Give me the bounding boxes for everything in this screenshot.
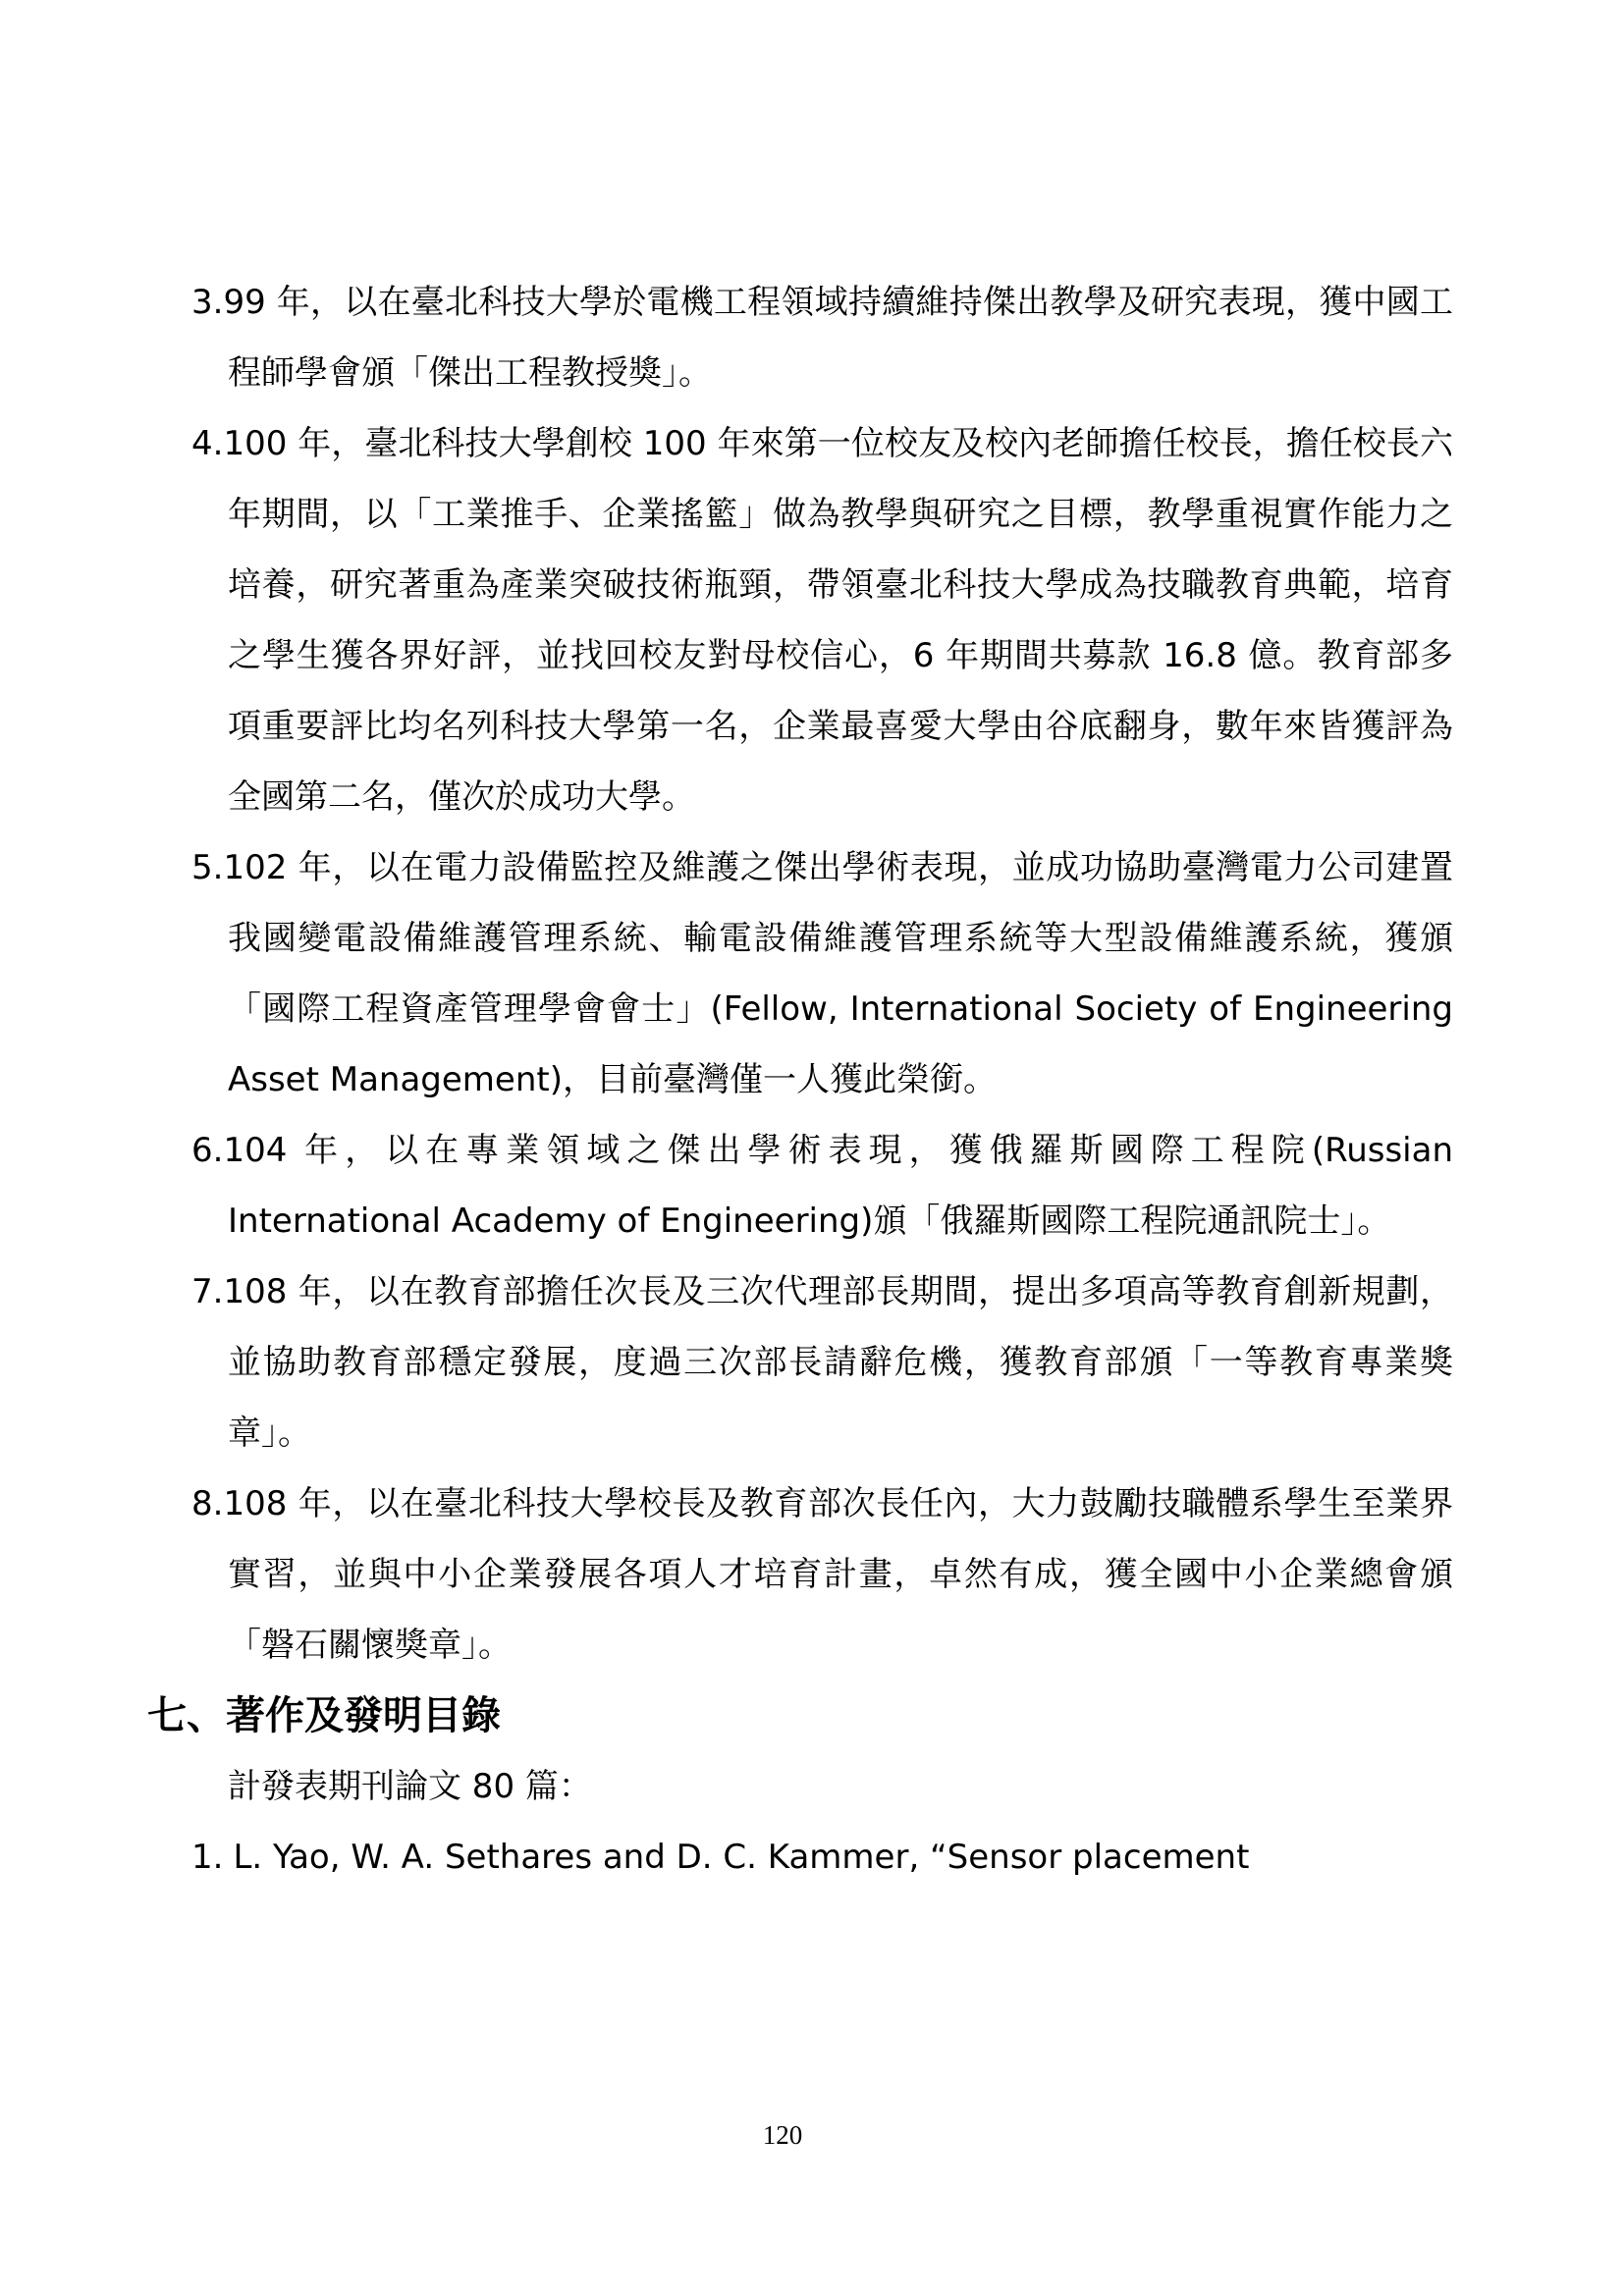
list-item [191, 1822, 1453, 1893]
list-item [191, 408, 1453, 832]
list-item-number: 7. [191, 1272, 224, 1311]
list-item-text: 99 年，以在臺北科技大學於電機工程領域持續維持傑出教學及研究表現，獲中國工程師學會頒「傑出工程教授獎」。 [223, 283, 1453, 393]
list-item-number: 1. [191, 1838, 224, 1877]
achievement-list [191, 267, 1453, 1681]
list-item [191, 1468, 1453, 1681]
list-item [191, 1115, 1453, 1256]
list-item-number: 8. [191, 1484, 224, 1523]
list-item-number: 3. [191, 283, 224, 322]
list-item-text: 108 年，以在臺北科技大學校長及教育部次長任內，大力鼓勵技職體系學生至業界實習，並與中小企業發展各項人才培育計畫，卓然有成，獲全國中小企業總會頒「磐石關懷獎章」。 [223, 1484, 1453, 1665]
publication-list [191, 1822, 1453, 1893]
list-item-text: 102 年，以在電力設備監控及維護之傑出學術表現，並成功協助臺灣電力公司建置我國變電設備維護管理系統、輸電設備維護管理系統等大型設備維護系統，獲頒「國際工程資產管理學會會士」(Fellow, International Society of Engineering Asset Management)，目前臺灣僅一人獲此榮銜。 [223, 848, 1453, 1099]
list-item-text: L. Yao, W. A. Sethares and D. C. Kammer, “Sensor placement [233, 1838, 1250, 1877]
page-number: 120 [762, 2120, 803, 2150]
list-item-text: 104 年，以在專業領域之傑出學術表現，獲俄羅斯國際工程院(Russian International Academy of Engineering)頒「俄羅斯國際工程院通訊院士」。 [223, 1131, 1453, 1241]
section-intro: 計發表期刊論文 80 篇： [228, 1767, 592, 1806]
list-item [191, 832, 1453, 1115]
list-item-number: 6. [191, 1131, 224, 1170]
list-item [191, 1256, 1453, 1468]
section-heading: 七、著作及發明目錄 [147, 1693, 501, 1738]
list-item-number: 5. [191, 848, 224, 887]
list-item-text: 100 年，臺北科技大學創校 100 年來第一位校友及校內老師擔任校長，擔任校長六年期間，以「工業推手、企業搖籃」做為教學與研究之目標，教學重視實作能力之培養，研究著重為產業突破技術瓶頸，帶領臺北科技大學成為技職教育典範，培育之學生獲各界好評，並找回校友對母校信心，6 年期間共募款 16.8 億。教育部多項重要評比均名列科技大學第一名，企業最喜愛大學由谷底翻身，數年來皆獲評為全國第二名，僅次於成功大學。 [223, 424, 1453, 817]
list-item-number: 4. [191, 424, 224, 463]
list-item [191, 267, 1453, 408]
list-item-text: 108 年，以在教育部擔任次長及三次代理部長期間，提出多項高等教育創新規劃，並協助教育部穩定發展，度過三次部長請辭危機，獲教育部頒「一等教育專業獎章」。 [223, 1272, 1453, 1453]
